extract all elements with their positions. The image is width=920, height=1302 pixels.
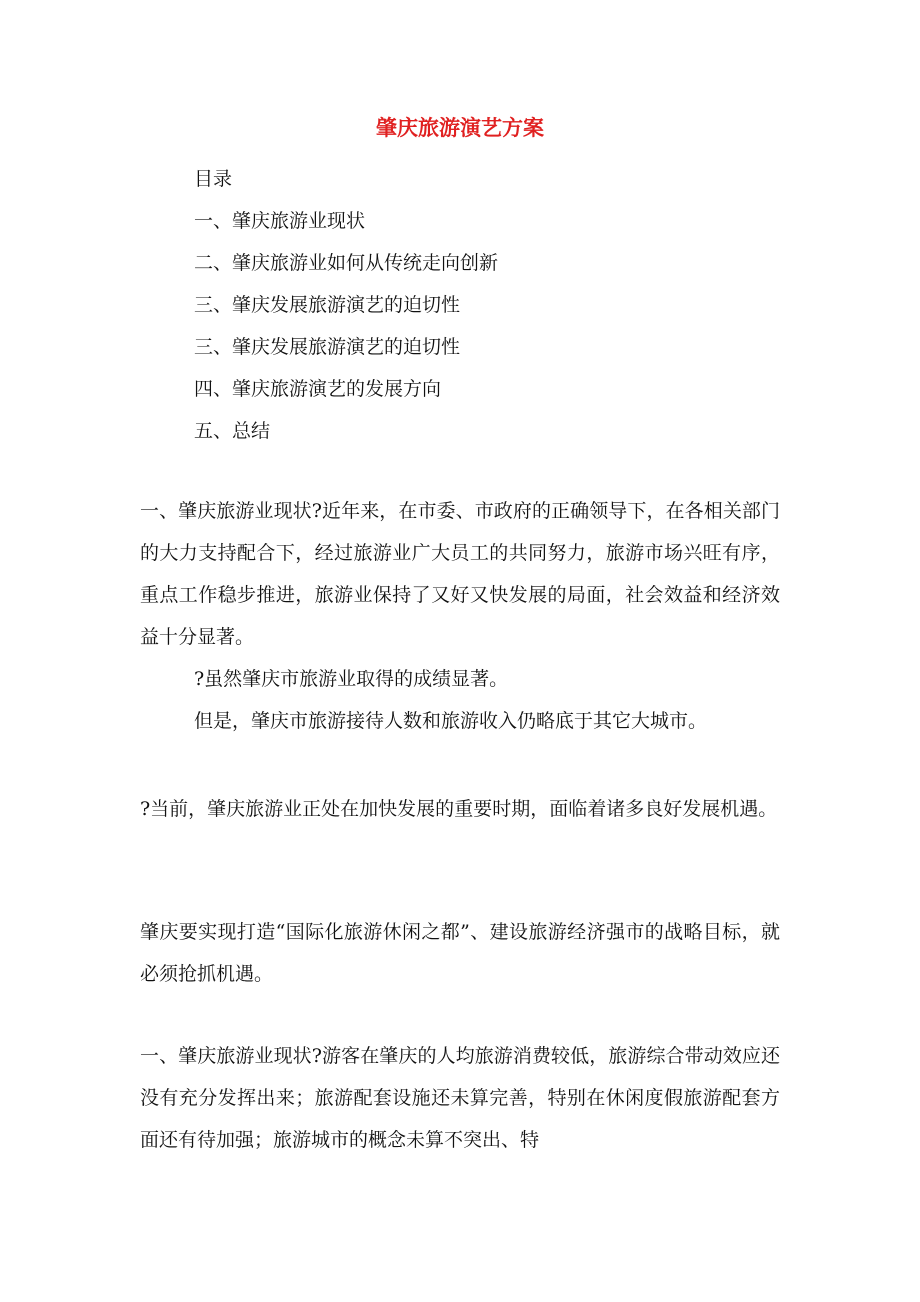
body-paragraph: 肇庆要实现打造“国际化旅游休闲之都”、建设旅游经济强市的战略目标，就必须抢抓机遇。	[140, 921, 780, 985]
document-title: 肇庆旅游演艺方案	[376, 115, 544, 140]
body-paragraph: ?当前，肇庆旅游业正处在加快发展的重要时期，面临着诸多良好发展机遇。	[140, 798, 778, 820]
toc-item: 三、肇庆发展旅游演艺的迫切性	[194, 336, 461, 358]
toc-item: 一、肇庆旅游业现状	[194, 210, 366, 232]
toc-item: 五、总结	[194, 420, 271, 442]
body-paragraph: ?虽然肇庆市旅游业取得的成绩显著。	[194, 668, 509, 690]
table-of-contents	[194, 158, 794, 452]
toc-heading: 目录	[194, 168, 233, 190]
toc-item: 二、肇庆旅游业如何从传统走向创新	[194, 252, 499, 274]
body-section-2	[140, 788, 780, 830]
toc-item: 三、肇庆发展旅游演艺的迫切性	[194, 294, 461, 316]
body-paragraph: 一、肇庆旅游业现状?游客在肇庆的人均旅游消费较低，旅游综合带动效应还没有充分发挥出来；旅游配套设施还未算完善，特别在休闲度假旅游配套方面还有待加强；旅游城市的概念未算不突出、特	[140, 1045, 780, 1151]
body-section-1	[140, 490, 780, 742]
body-paragraph: 但是，肇庆市旅游接待人数和旅游收入仍略底于其它大城市。	[194, 710, 708, 732]
toc-item: 四、肇庆旅游演艺的发展方向	[194, 378, 442, 400]
body-section-3	[140, 911, 780, 995]
body-section-4	[140, 1035, 780, 1161]
body-paragraph: 一、肇庆旅游业现状?近年来，在市委、市政府的正确领导下，在各相关部门的大力支持配合下，经过旅游业广大员工的共同努力，旅游市场兴旺有序，重点工作稳步推进，旅游业保持了又好又快发展的局面，社会效益和经济效益十分显著。	[140, 500, 780, 648]
